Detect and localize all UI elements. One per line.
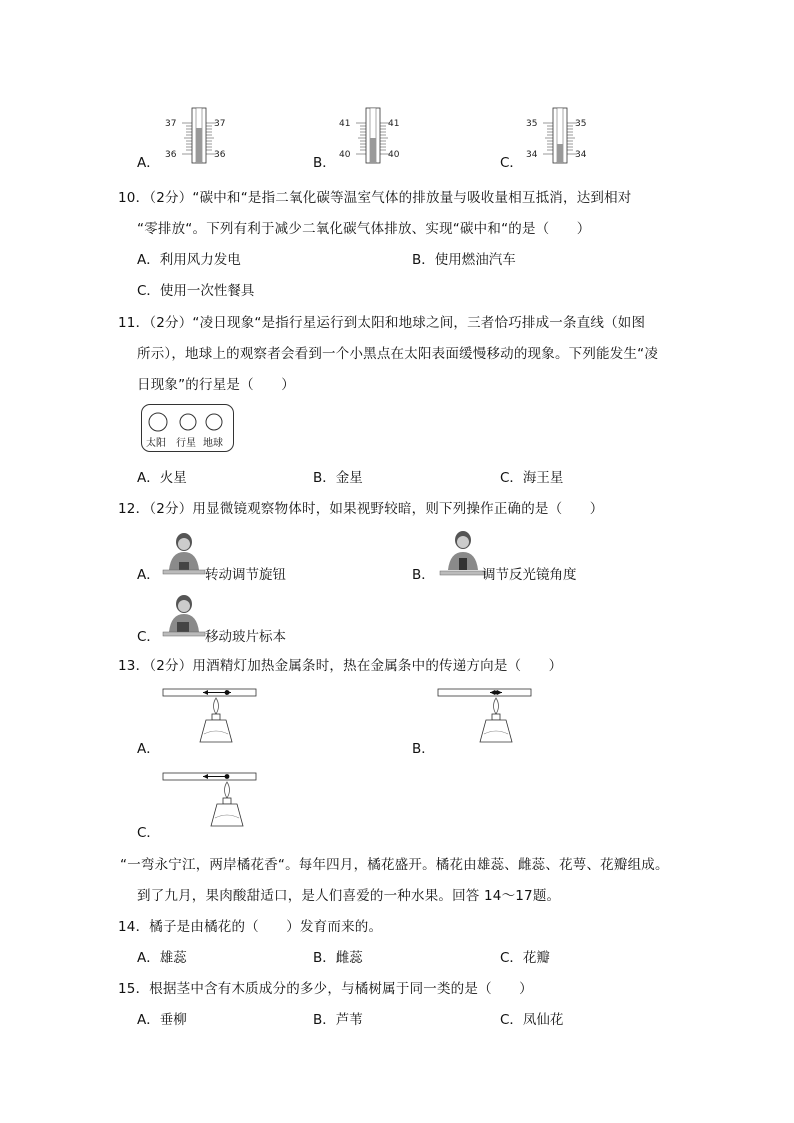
q11-stem-line2: 所示），地球上的观察者会看到一个小黑点在太阳表面缓慢移动的现象。下列能发生“凌 (137, 346, 659, 362)
microscope-person-icon (159, 530, 209, 580)
q14-option-c[interactable]: C．花瓣 (500, 950, 550, 966)
microscope-person-icon (159, 592, 209, 642)
q11-option-c[interactable]: C．海王星 (500, 470, 564, 486)
microscope-person-icon (438, 528, 488, 580)
q12-option-c-letter: C． (137, 629, 160, 645)
q14-option-b[interactable]: B．雌蕊 (313, 950, 363, 966)
q12-option-b-letter: B． (412, 567, 435, 583)
thermometer-b-figure (337, 104, 417, 164)
q12-option-a-letter: A． (137, 567, 160, 583)
transit-diagram (141, 404, 234, 452)
thermometer-a-top-right: 37 (214, 119, 226, 129)
q12-option-b[interactable] (412, 528, 612, 584)
q15-option-b[interactable]: B．芦苇 (313, 1012, 363, 1028)
q12-stem-line1: 12．（2分）用显微镜观察物体时，如果视野较暗，则下列操作正确的是（ ） (118, 501, 604, 517)
alcohol-lamp-figure-a (161, 686, 261, 752)
thermometer-c-figure (524, 104, 604, 164)
q10-option-a[interactable]: A．利用风力发电 (137, 252, 241, 268)
q12-option-c-text: 移动玻片标本 (205, 629, 286, 645)
thermometer-a-bottom-left: 36 (165, 150, 177, 160)
sun-circle (149, 413, 167, 431)
planet-circle (180, 414, 196, 430)
q13-option-a[interactable] (137, 686, 267, 757)
thermometer-c-top-right: 35 (575, 119, 587, 129)
q13-option-b-letter: B． (412, 741, 435, 757)
thermometer-c-bottom-left: 34 (526, 150, 538, 160)
q9-option-c[interactable] (500, 104, 630, 171)
q11-option-a[interactable]: A．火星 (137, 470, 187, 486)
thermometer-b-top-left: 41 (339, 119, 351, 129)
earth-label: 地球 (203, 438, 223, 449)
thermometer-b-bottom-right: 40 (388, 150, 400, 160)
thermometer-b-bottom-left: 40 (339, 150, 351, 160)
thermometer-c-bottom-right: 34 (575, 150, 587, 160)
q12-option-a[interactable] (137, 530, 337, 584)
q10-stem-line2: “零排放“。下列有利于减少二氧化碳气体排放、实现“碳中和“的是（ ） (137, 221, 591, 237)
q15-option-c[interactable]: C．凤仙花 (500, 1012, 564, 1028)
q9-option-a[interactable] (137, 104, 267, 171)
earth-circle (206, 414, 222, 430)
q12-option-a-text: 转动调节旋钮 (205, 567, 286, 583)
thermometer-a-figure (163, 104, 243, 164)
q11-option-b[interactable]: B．金星 (313, 470, 363, 486)
q13-option-a-letter: A． (137, 741, 160, 757)
q13-stem-line1: 13．（2分）用酒精灯加热金属条时，热在金属条中的传递方向是（ ） (118, 658, 563, 674)
q11-stem-line1: 11．（2分）“凌日现象“是指行星运行到太阳和地球之间，三者恰巧排成一条直线（如图 (118, 315, 646, 331)
q9-option-b[interactable] (313, 104, 443, 171)
q15-stem-line1: 15．根据茎中含有木质成分的多少，与橘树属于同一类的是（ ） (118, 981, 533, 997)
passage-line1: “一弯永宁江，两岸橘花香“。每年四月，橘花盛开。橘花由雄蕊、雌蕊、花萼、花瓣组成。 (120, 857, 669, 873)
alcohol-lamp-figure-b (436, 686, 536, 752)
q14-option-a[interactable]: A．雄蕊 (137, 950, 187, 966)
passage-line2: 到了九月，果肉酸甜适口，是人们喜爱的一种水果。回答 14～17题。 (137, 888, 561, 904)
q13-option-c[interactable] (137, 770, 267, 841)
q9-option-c-letter: C． (500, 155, 523, 171)
thermometer-c-top-left: 35 (526, 119, 538, 129)
alcohol-lamp-figure-c (161, 770, 261, 836)
thermometer-a-top-left: 37 (165, 119, 177, 129)
q10-option-b[interactable]: B．使用燃油汽车 (412, 252, 516, 268)
sun-label: 太阳 (146, 438, 166, 449)
thermometer-b-top-right: 41 (388, 119, 400, 129)
q12-option-b-text: 调节反光镜角度 (482, 567, 577, 583)
q13-option-c-letter: C． (137, 825, 160, 841)
q9-option-a-letter: A． (137, 155, 160, 171)
q10-stem-line1: 10．（2分）“碳中和“是指二氧化碳等温室气体的排放量与吸收量相互抵消，达到相对 (118, 190, 632, 206)
q11-stem-line3: 日现象”的行星是（ ） (137, 377, 295, 393)
thermometer-a-bottom-right: 36 (214, 150, 226, 160)
q10-option-c[interactable]: C．使用一次性餐具 (137, 283, 255, 299)
q13-option-b[interactable] (412, 686, 542, 757)
q12-option-c[interactable] (137, 592, 337, 646)
planet-label: 行星 (176, 438, 196, 449)
q9-option-b-letter: B． (313, 155, 336, 171)
q15-option-a[interactable]: A．垂柳 (137, 1012, 187, 1028)
q14-stem-line1: 14．橘子是由橘花的（ ）发育而来的。 (118, 919, 383, 935)
